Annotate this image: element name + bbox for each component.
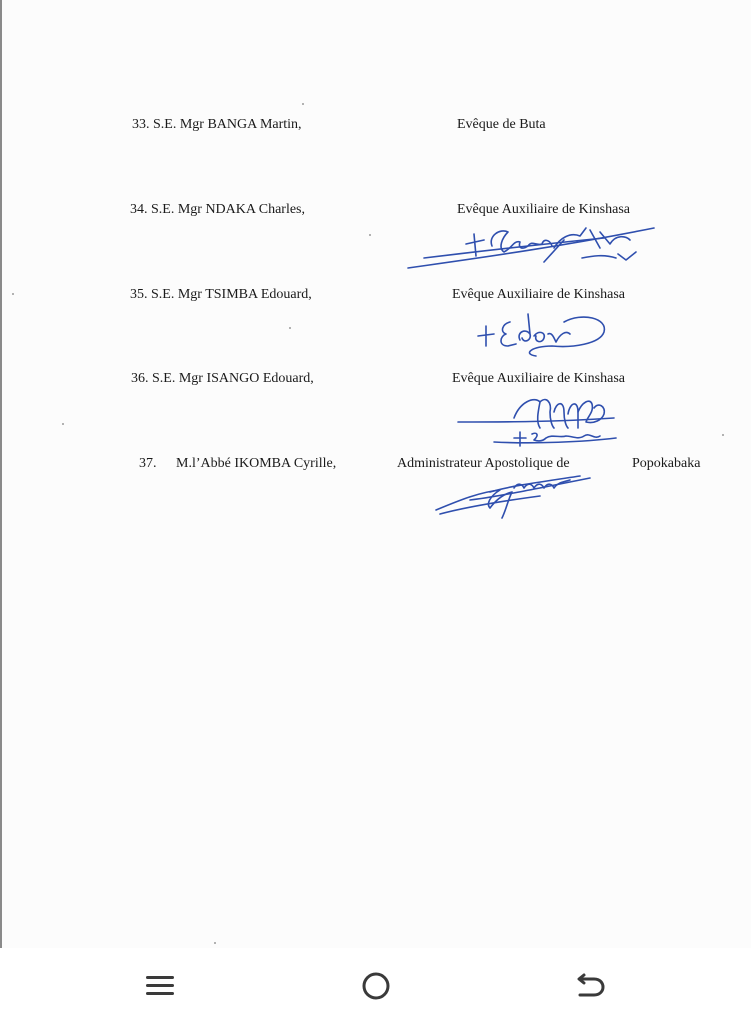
entry-number: 34. bbox=[130, 202, 148, 217]
entry-name: S.E. Mgr ISANGO Edouard, bbox=[152, 371, 314, 386]
signatory-row-35 bbox=[2, 284, 751, 306]
signatory-title: Evêque de Buta bbox=[457, 117, 546, 132]
entry-name: S.E. Mgr TSIMBA Edouard, bbox=[151, 287, 312, 302]
handwritten-signature-icon bbox=[472, 304, 612, 360]
entry-number: 37. bbox=[139, 456, 157, 471]
signatory-title: Administrateur Apostolique de bbox=[397, 456, 570, 471]
signatory-title: Evêque Auxiliaire de Kinshasa bbox=[452, 371, 626, 386]
handwritten-signature-icon bbox=[454, 392, 624, 452]
entry-number: 33. bbox=[132, 117, 150, 132]
signatory-name bbox=[131, 368, 314, 390]
signature-isango bbox=[454, 392, 624, 452]
back-icon bbox=[570, 970, 610, 1002]
scan-speck bbox=[289, 327, 291, 329]
signatory-name bbox=[130, 284, 312, 306]
signatory-row-33 bbox=[2, 114, 751, 136]
signatory-row-36 bbox=[2, 368, 751, 390]
recent-apps-icon bbox=[140, 970, 180, 1002]
handwritten-signature-icon bbox=[404, 218, 664, 276]
home-button[interactable] bbox=[356, 970, 396, 1002]
signatory-title-place: Popokabaka bbox=[632, 456, 701, 471]
entry-name: M.l’Abbé IKOMBA Cyrille, bbox=[176, 456, 337, 471]
handwritten-signature-icon bbox=[430, 470, 600, 522]
signatory-name bbox=[139, 453, 336, 475]
signature-tsimba bbox=[472, 304, 612, 360]
navigation-bar bbox=[0, 948, 751, 1024]
entry-number: 35. bbox=[130, 287, 148, 302]
scan-speck bbox=[214, 942, 216, 944]
signatory-row-37 bbox=[2, 453, 751, 475]
scan-speck bbox=[369, 234, 371, 236]
signature-ndaka bbox=[404, 218, 664, 276]
scan-speck bbox=[62, 423, 64, 425]
home-icon bbox=[356, 970, 396, 1002]
signatory-name bbox=[132, 114, 302, 136]
back-button[interactable] bbox=[570, 970, 610, 1002]
signature-ikomba bbox=[430, 470, 600, 522]
entry-name: S.E. Mgr BANGA Martin, bbox=[153, 117, 302, 132]
scan-speck bbox=[302, 103, 304, 105]
signatory-title: Evêque Auxiliaire de Kinshasa bbox=[457, 202, 631, 217]
signatory-name bbox=[130, 199, 305, 221]
scan-speck bbox=[722, 434, 724, 436]
entry-number: 36. bbox=[131, 371, 149, 386]
signatory-title: Evêque Auxiliaire de Kinshasa bbox=[452, 287, 626, 302]
entry-name: S.E. Mgr NDAKA Charles, bbox=[151, 202, 305, 217]
recent-apps-button[interactable] bbox=[140, 970, 180, 1002]
